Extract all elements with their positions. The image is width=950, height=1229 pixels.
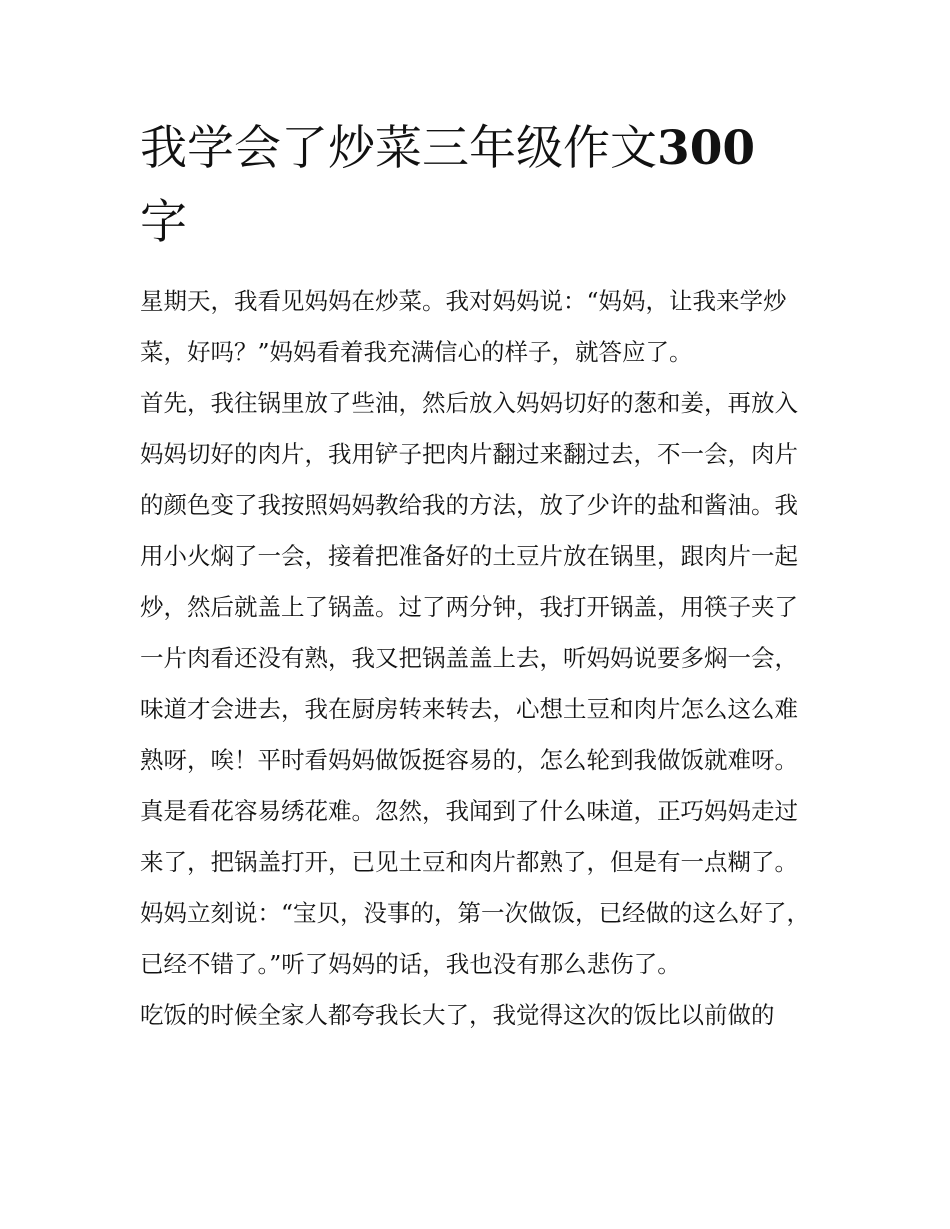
paragraph-2: 首先，我往锅里放了些油，然后放入妈妈切好的葱和姜，再放入妈妈切好的肉片，我用铲子把肉片翻过来翻过去，不一会，肉片的颜色变了我按照妈妈教给我的方法，放了少许的盐和酱油。我用小火焖了一会，接着把准备好的土豆片放在锅里，跟肉片一起炒，然后就盖上了锅盖。过了两分钟，我打开锅盖，用筷子夹了一片肉看还没有熟，我又把锅盖盖上去，听妈妈说要多焖一会，味道才会进去，我在厨房转来转去，心想土豆和肉片怎么这么难熟呀，唉！平时看妈妈做饭挺容易的，怎么轮到我做饭就难呀。真是看花容易绣花难。忽然，我闻到了什么味道，正巧妈妈走过来了，把锅盖打开，已见土豆和肉片都熟了，但是有一点糊了。妈妈立刻说：“宝贝，没事的，第一次做饭，已经做的这么好了，已经不错了。”听了妈妈的话，我也没有那么悲伤了。 — [140, 389, 811, 978]
document-title — [140, 112, 820, 260]
title-number: 300 — [657, 121, 756, 176]
title-text: 我学会了炒菜三年级作文 — [140, 121, 657, 176]
document-body — [140, 276, 820, 1041]
paragraph-3: 吃饭的时候全家人都夸我长大了，我觉得这次的饭比以前做的 — [140, 1001, 775, 1029]
paragraph-1: 星期天，我看见妈妈在炒菜。我对妈妈说：“妈妈，让我来学炒菜，好吗？”妈妈看着我充满信心的样子，就答应了。 — [140, 287, 787, 366]
title-suffix: 字 — [140, 195, 187, 250]
